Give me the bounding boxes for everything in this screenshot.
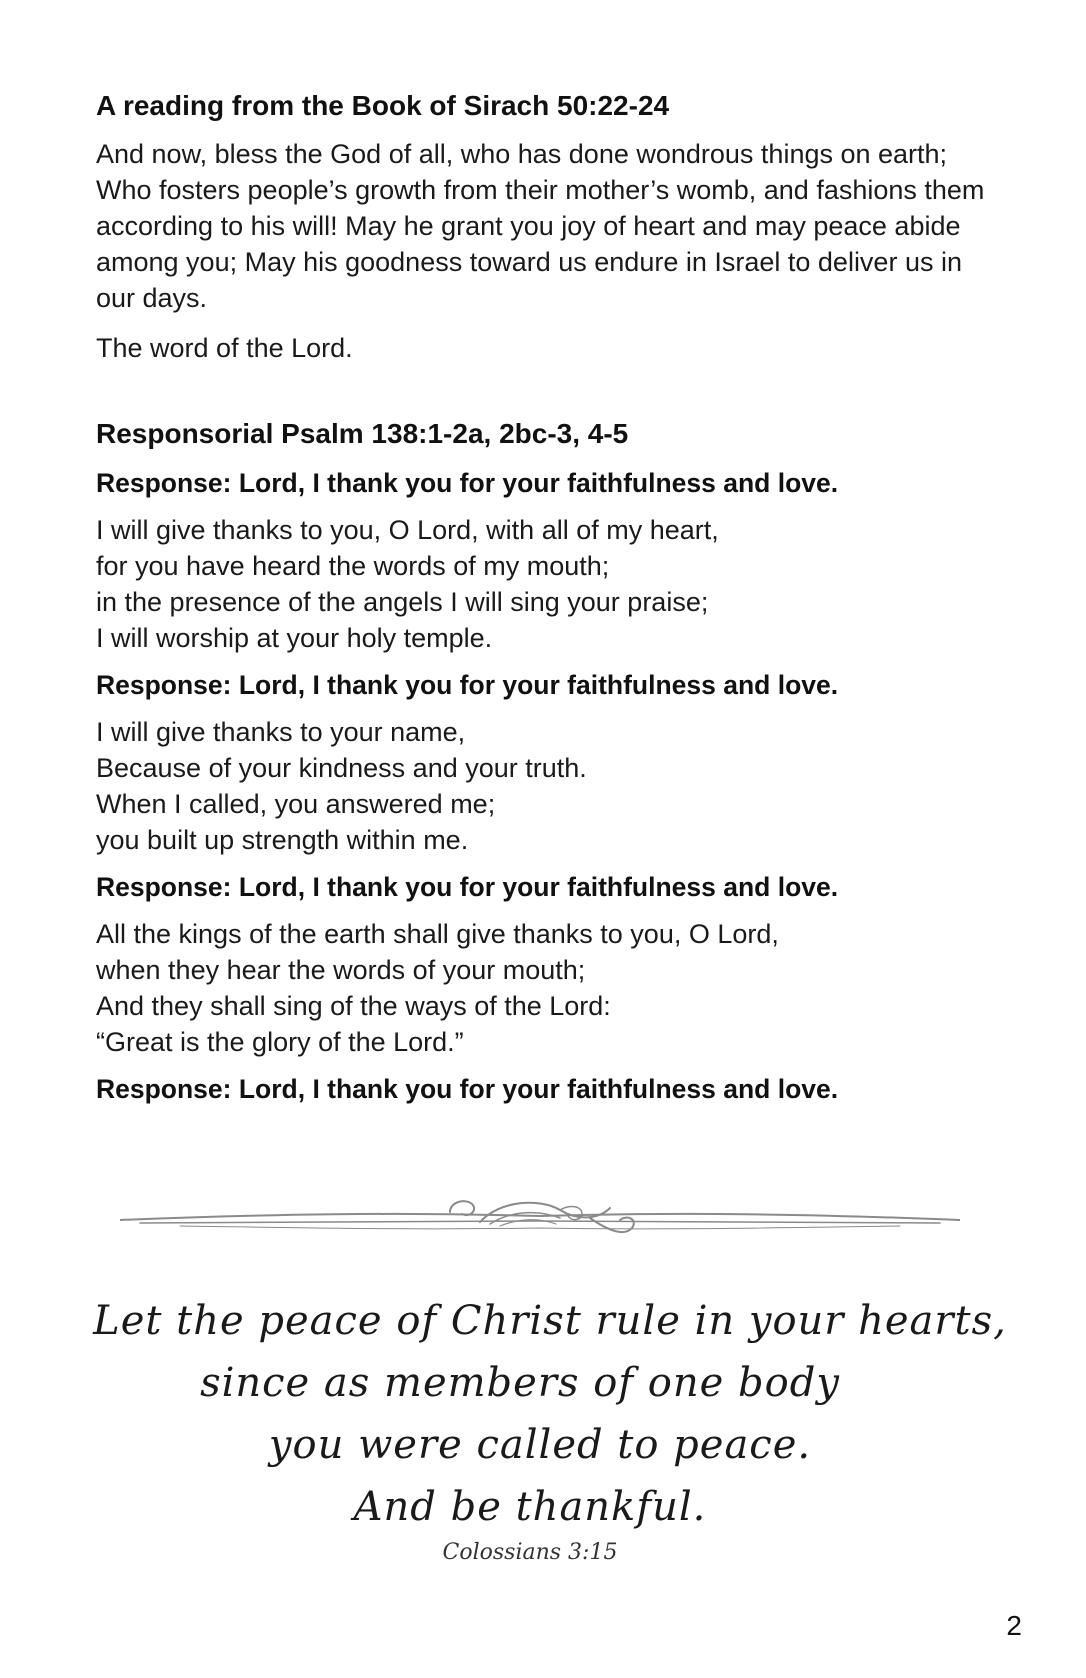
quote-line: since as members of one body (200, 1360, 840, 1406)
reading-text: And now, bless the God of all, who has done wondrous things on earth; Who fosters people’s growth from their mother’s womb, and fashions them according to his will! May he grant you joy of heart and may peace abide among you; May his goodness toward us endure in Israel to deliver us in our days. (96, 139, 985, 313)
page-number: 2 (1006, 1610, 1022, 1641)
quote-line: And be thankful. (353, 1484, 707, 1530)
psalm-stanza-2 (96, 714, 996, 858)
reading-closing: The word of the Lord. (96, 333, 353, 363)
psalm-stanza-1 (96, 512, 996, 656)
stanza-line: “Great is the glory of the Lord.” (96, 1027, 464, 1057)
psalm-response: Response: Lord, I thank you for your faithfulness and love. (96, 670, 839, 700)
reading-title: A reading from the Book of Sirach 50:22-24 (96, 90, 670, 121)
stanza-line: Because of your kindness and your truth. (96, 753, 587, 783)
psalm-section (96, 414, 996, 1108)
stanza-line: I will worship at your holy temple. (96, 623, 493, 653)
stanza-line: I will give thanks to you, O Lord, with all of my heart, (96, 515, 719, 545)
stanza-line: And they shall sing of the ways of the Lord: (96, 991, 611, 1021)
stanza-line: I will give thanks to your name, (96, 717, 466, 747)
main-content (96, 86, 996, 1108)
scripture-quote (60, 1290, 1040, 1538)
reading-section (96, 86, 996, 366)
psalm-response: Response: Lord, I thank you for your faithfulness and love. (96, 872, 839, 902)
quote-line: you were called to peace. (268, 1422, 812, 1468)
stanza-line: in the presence of the angels I will sing your praise; (96, 587, 709, 617)
stanza-line: when they hear the words of your mouth; (96, 955, 586, 985)
psalm-response: Response: Lord, I thank you for your faithfulness and love. (96, 468, 839, 498)
psalm-title: Responsorial Psalm 138:1-2a, 2bc-3, 4-5 (96, 418, 629, 449)
stanza-line: All the kings of the earth shall give thanks to you, O Lord, (96, 919, 779, 949)
stanza-line: you built up strength within me. (96, 825, 469, 855)
quote-line: Let the peace of Christ rule in your hearts, (93, 1298, 1007, 1344)
stanza-line: for you have heard the words of my mouth; (96, 551, 610, 581)
psalm-stanza-3 (96, 916, 996, 1060)
quote-citation: Colossians 3:15 (442, 1540, 618, 1565)
psalm-response: Response: Lord, I thank you for your faithfulness and love. (96, 1074, 839, 1104)
stanza-line: When I called, you answered me; (96, 789, 496, 819)
flourish-divider-icon (120, 1188, 960, 1248)
